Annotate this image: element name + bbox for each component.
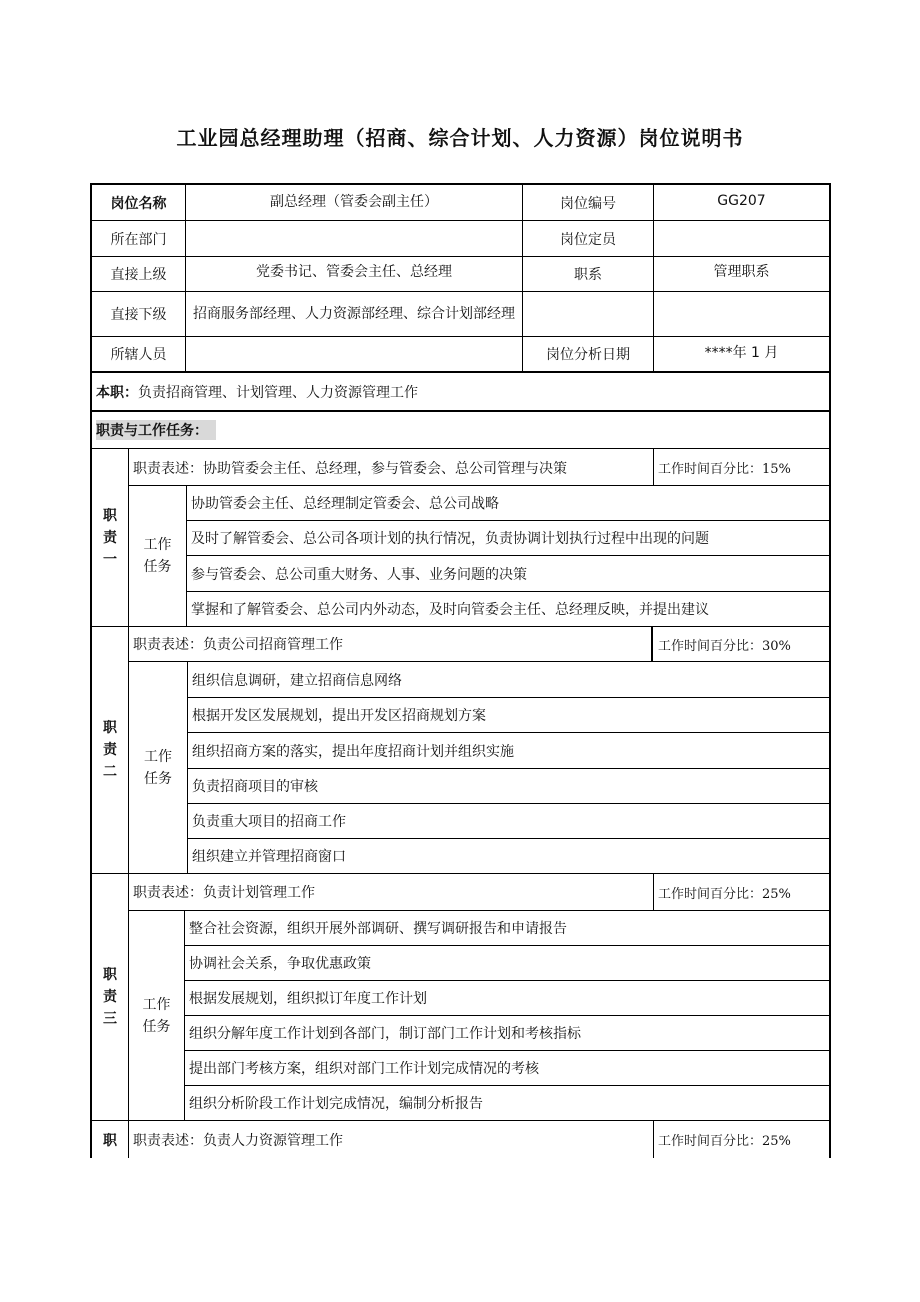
post-name-label: 岗位名称	[110, 195, 167, 212]
duty-3-label: 职 责 三	[103, 967, 117, 1027]
staff-value	[186, 337, 522, 371]
duty-2-label: 职 责 二	[103, 720, 117, 780]
duty-3-task: 根据发展规划，组织拟订年度工作计划	[189, 991, 427, 1007]
staff-label: 所辖人员	[110, 347, 167, 363]
subordinate-label: 直接下级	[110, 307, 167, 323]
post-code-value: GG207	[717, 192, 766, 209]
superior-label: 直接上级	[110, 267, 167, 283]
department-label: 所在部门	[110, 231, 167, 248]
duty-3-task: 组织分解年度工作计划到各部门，制订部门工作计划和考核指标	[189, 1026, 581, 1042]
analysis-date-value: ****年 1 月	[704, 345, 779, 361]
main-duty-text: 负责招商管理、计划管理、人力资源管理工作	[138, 384, 418, 401]
series-label: 职系	[574, 267, 602, 283]
analysis-date-label: 岗位分析日期	[546, 347, 630, 363]
duty-2-task: 负责招商项目的审核	[192, 779, 318, 795]
duty-3-task-label: 工作 任务	[142, 996, 171, 1035]
duty-2-task: 负责重大项目的招商工作	[192, 814, 346, 830]
duty-2-task: 组织信息调研，建立招商信息网络	[192, 672, 402, 689]
duty-3-task: 提出部门考核方案，组织对部门工作计划完成情况的考核	[189, 1061, 539, 1077]
quota-value	[654, 221, 829, 256]
job-description-table	[90, 183, 831, 1158]
duty-1-task: 及时了解管委会、总公司各项计划的执行情况，负责协调计划执行过程中出现的问题	[191, 531, 709, 547]
superior-value: 党委书记、管委会主任、总经理	[256, 264, 452, 280]
duty-1-task: 掌握和了解管委会、总公司内外动态，及时向管委会主任、总经理反映，并提出建议	[191, 602, 709, 618]
duty-1-label: 职 责 一	[103, 507, 117, 568]
duty-1-task: 参与管委会、总公司重大财务、人事、业务问题的决策	[191, 566, 527, 583]
responsibilities-heading-row	[92, 412, 829, 448]
duty-3-time-percentage: 工作时间百分比：25%	[658, 886, 791, 902]
duty-4-time-percentage: 工作时间百分比：25%	[658, 1134, 791, 1149]
duty-3-description: 职责表述：负责计划管理工作	[133, 885, 315, 901]
duty-1-task: 协助管委会主任、总经理制定管委会、总公司战略	[191, 496, 499, 512]
duty-3-task: 组织分析阶段工作计划完成情况，编制分析报告	[189, 1096, 483, 1112]
duty-2-description: 职责表述：负责公司招商管理工作	[133, 637, 343, 653]
table-border-right	[829, 183, 831, 1158]
subordinate-extra-cell	[654, 292, 829, 336]
duty-4-label: 职	[103, 1132, 117, 1149]
duty-2-task: 组织招商方案的落实，提出年度招商计划并组织实施	[192, 743, 514, 760]
duty-3-task: 协调社会关系，争取优惠政策	[189, 956, 371, 972]
department-value	[186, 221, 522, 256]
duty-4-description: 职责表述：负责人力资源管理工作	[133, 1132, 343, 1149]
main-duty-label: 本职：	[96, 384, 138, 401]
series-value: 管理职系	[713, 264, 770, 280]
quota-label: 岗位定员	[560, 231, 616, 248]
subordinate-value: 招商服务部经理、人力资源部经理、综合计划部经理	[193, 306, 515, 322]
main-duty-row	[92, 373, 829, 410]
document-title: 工业园总经理助理（招商、综合计划、人力资源）岗位说明书	[176, 126, 744, 150]
duty-3-task: 整合社会资源，组织开展外部调研、撰写调研报告和申请报告	[189, 921, 567, 937]
duty-1-time-percentage: 工作时间百分比：15%	[658, 462, 791, 477]
duty-2-desc-col-divider	[651, 627, 653, 661]
duty-2-task-label: 工作 任务	[144, 748, 172, 787]
subordinate-extra-cell	[523, 292, 653, 336]
responsibilities-heading: 职责与工作任务：	[96, 420, 216, 440]
duty-1-task-label: 工作 任务	[143, 537, 172, 575]
duty-2-task: 组织建立并管理招商窗口	[192, 849, 346, 865]
post-code-label: 岗位编号	[560, 195, 616, 212]
duty-2-task: 根据开发区发展规划，提出开发区招商规划方案	[192, 708, 486, 724]
post-name-value: 副总经理（管委会副主任）	[270, 193, 438, 210]
duty-1-description: 职责表述：协助管委会主任、总经理，参与管委会、总公司管理与决策	[133, 460, 567, 477]
duty-2-time-percentage: 工作时间百分比：30%	[658, 638, 791, 654]
